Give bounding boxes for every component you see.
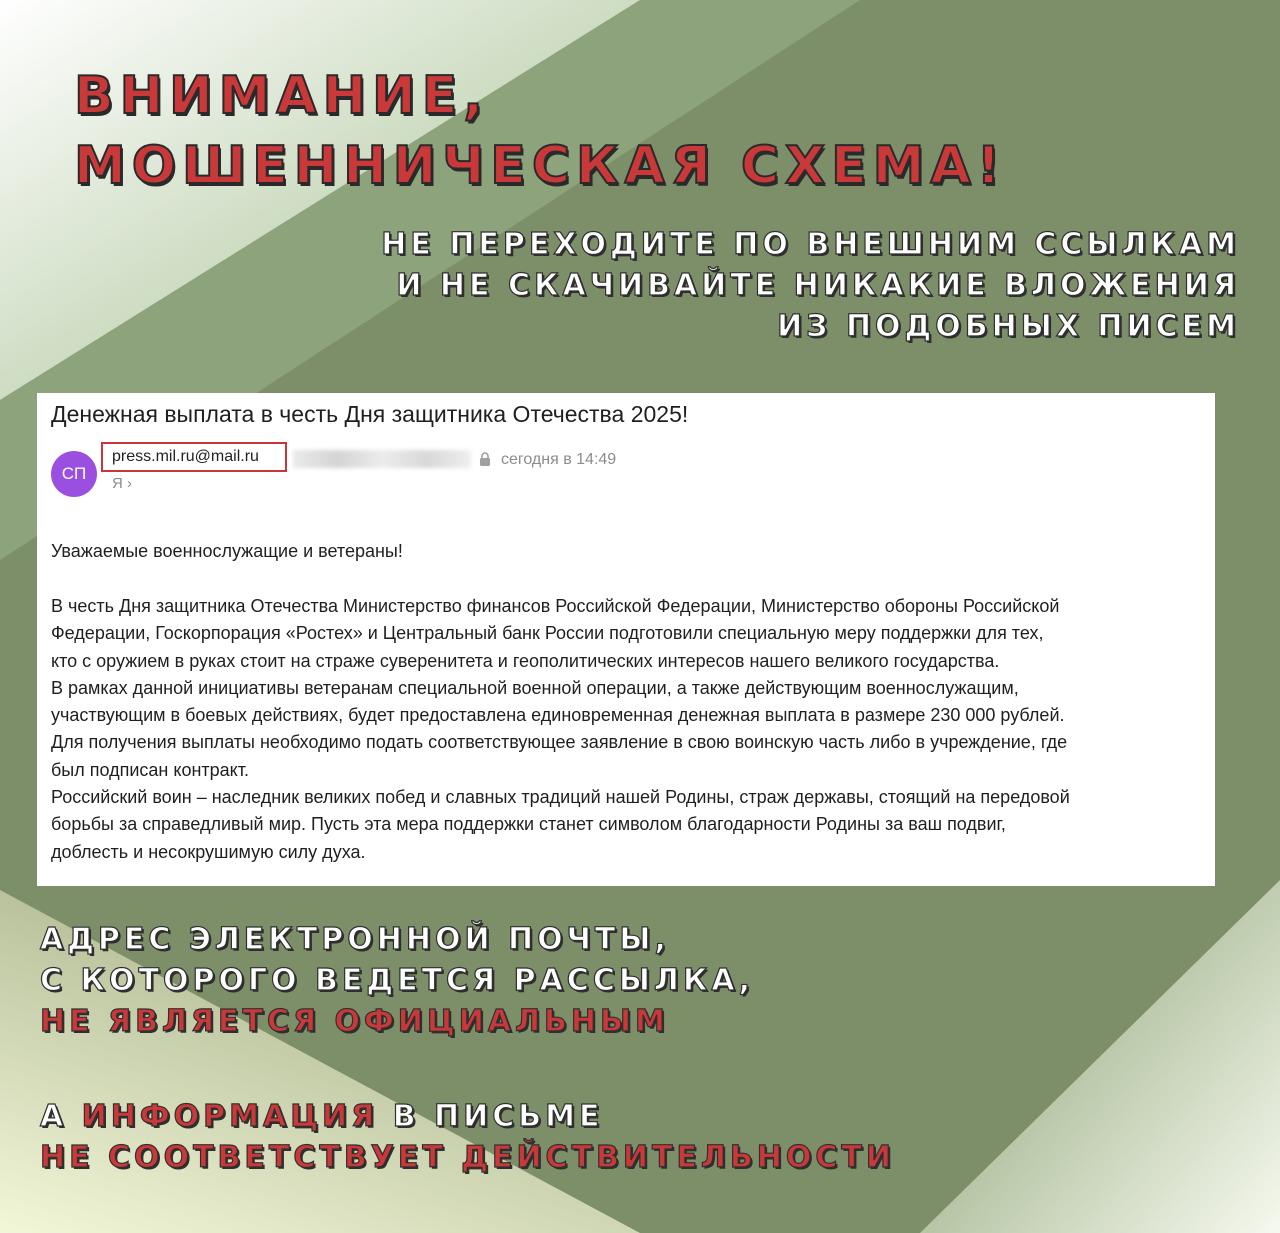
email-body-line: доблесть и несокрушимую силу духа. (51, 841, 366, 862)
bottom-line4 (40, 1099, 895, 1135)
email-timestamp: сегодня в 14:49 (501, 451, 617, 468)
advice-line2: И НЕ СКАЧИВАЙТЕ НИКАКИЕ ВЛОЖЕНИЯ (396, 268, 1240, 303)
warning-title-line2: МОШЕННИЧЕСКАЯ СХЕМА! (74, 136, 1007, 196)
email-subject: Денежная выплата в честь Дня защитника Отечества 2025! (51, 401, 689, 427)
sender-address[interactable]: press.mil.ru@mail.ru (101, 442, 287, 472)
email-body-line: Федерации, Госкорпорация «Ростех» и Центральный банк России подготовили специальную меру поддержки для тех, (51, 623, 1044, 644)
email-body-line: борьбы за справедливый мир. Пусть эта мера поддержки станет символом благодарности Родины за ваш подвиг, (51, 814, 1006, 835)
recipient-toggle[interactable]: Я › (112, 475, 132, 492)
bottom-warning (40, 922, 895, 1184)
email-body-line: был подписан контракт. (51, 759, 249, 780)
advice-line3: ИЗ ПОДОБНЫХ ПИСЕМ (777, 309, 1240, 344)
bottom-line4-part2: В ПИСЬМЕ (392, 1099, 604, 1134)
sender-avatar[interactable]: СП (51, 451, 97, 497)
bottom-line2: С КОТОРОГО ВЕДЕТСЯ РАССЫЛКА, (40, 963, 754, 998)
advice-text (381, 227, 1240, 353)
warning-title-line1: ВНИМАНИЕ, (74, 66, 489, 126)
email-body-line: В честь Дня защитника Отечества Министерство финансов Российской Федерации, Министерство обороны Российской (51, 596, 1060, 616)
email-body-line: Для получения выплаты необходимо подать соответствующее заявление в свою воинскую часть либо в учреждение, где (51, 732, 1068, 753)
email-body-line: кто с оружием в руках стоит на страже суверенитета и геополитических интересов нашего великого государства. (51, 650, 1000, 671)
email-greeting: Уважаемые военнослужащие и ветераны! (51, 541, 403, 561)
bottom-spacer (40, 1048, 895, 1094)
advice-line1: НЕ ПЕРЕХОДИТЕ ПО ВНЕШНИМ ССЫЛКАМ (381, 227, 1240, 262)
blurred-sender-name (293, 450, 471, 468)
bottom-line3: НЕ ЯВЛЯЕТСЯ ОФИЦИАЛЬНЫМ (40, 1004, 669, 1039)
email-body-line: участвующим в боевых действиях, будет предоставлена единовременная денежная выплата в размере 230 000 рублей. (51, 705, 1065, 726)
bottom-line4-highlight: ИНФОРМАЦИЯ (81, 1099, 379, 1134)
warning-title (74, 66, 1007, 210)
email-body-line: Российский воин – наследник великих побед и славных традиций нашей Родины, страж державы, стоящий на передовой (51, 787, 1070, 808)
bottom-line5: НЕ СООТВЕТСТВУЕТ ДЕЙСТВИТЕЛЬНОСТИ (40, 1140, 895, 1175)
lock-icon (479, 452, 491, 466)
email-screenshot (37, 393, 1215, 886)
email-body (51, 593, 1211, 866)
bottom-line4-part1: А (40, 1099, 68, 1134)
email-body-line: В рамках данной инициативы ветеранам специальной военной операции, а также действующим военнослужащим, (51, 677, 1019, 698)
bottom-line1: АДРЕС ЭЛЕКТРОННОЙ ПОЧТЫ, (40, 922, 670, 957)
